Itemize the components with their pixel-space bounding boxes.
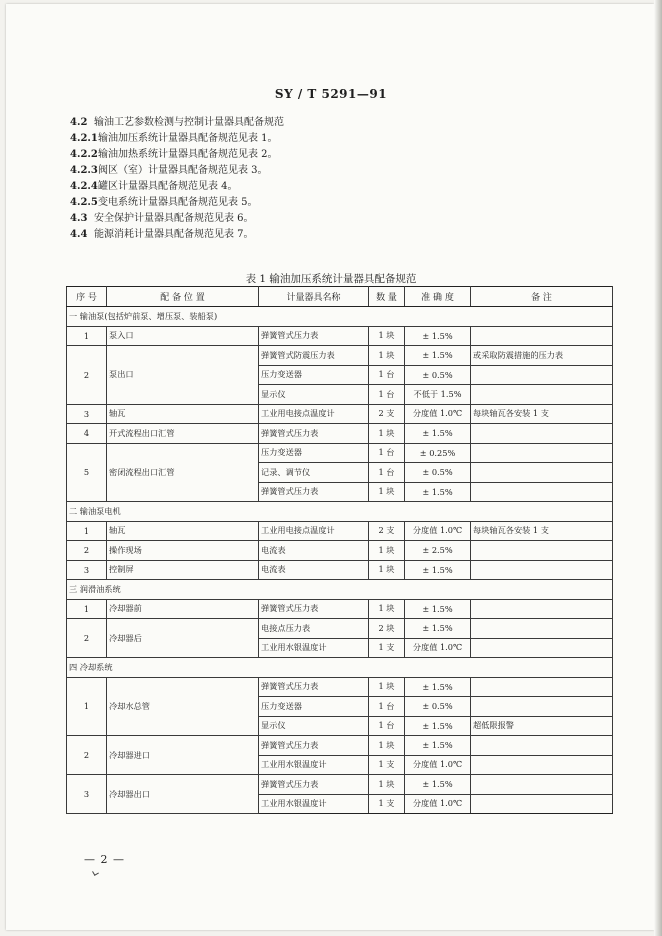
quantity-cell: 1 块 (369, 541, 405, 561)
clause-item (70, 115, 630, 131)
quantity-cell: 1 块 (369, 736, 405, 756)
instrument-cell: 弹簧管式压力表 (259, 424, 369, 444)
quantity-cell: 1 块 (369, 326, 405, 346)
accuracy-cell: ± 1.5% (405, 599, 471, 619)
accuracy-cell: ± 1.5% (405, 677, 471, 697)
instrument-cell: 弹簧管式压力表 (259, 326, 369, 346)
accuracy-cell: ± 0.5% (405, 365, 471, 385)
instrument-cell: 显示仪 (259, 385, 369, 405)
accuracy-cell: ± 1.5% (405, 716, 471, 736)
instrument-cell: 工业用电接点温度计 (259, 404, 369, 424)
instrument-cell: 电流表 (259, 560, 369, 580)
instrument-cell: 弹簧管式压力表 (259, 775, 369, 795)
section-title: 四 冷却系统 (67, 658, 613, 678)
clause-text: 变电系统计量器具配备规范见表 5。 (98, 197, 258, 208)
column-header: 计量器具名称 (259, 287, 369, 307)
quantity-cell: 1 台 (369, 443, 405, 463)
seq-cell: 1 (67, 677, 107, 736)
position-cell: 控制屏 (107, 560, 259, 580)
position-cell: 冷却器进口 (107, 736, 259, 775)
note-cell (471, 736, 613, 756)
accuracy-cell: ± 2.5% (405, 541, 471, 561)
clause-item (70, 195, 630, 211)
instrument-cell: 弹簧管式压力表 (259, 599, 369, 619)
table-row (67, 346, 613, 366)
accuracy-cell: ± 0.5% (405, 697, 471, 717)
position-cell: 操作现场 (107, 541, 259, 561)
seq-cell: 4 (67, 424, 107, 444)
position-cell: 泵入口 (107, 326, 259, 346)
note-cell (471, 599, 613, 619)
quantity-cell: 1 块 (369, 346, 405, 366)
instrument-spec-table (66, 286, 613, 814)
seq-cell: 1 (67, 599, 107, 619)
seq-cell: 1 (67, 521, 107, 541)
instrument-cell: 弹簧管式压力表 (259, 736, 369, 756)
column-header: 配 备 位 置 (107, 287, 259, 307)
table-row (67, 443, 613, 463)
position-cell: 轴瓦 (107, 521, 259, 541)
seq-cell: 5 (67, 443, 107, 502)
table-row (67, 677, 613, 697)
section-title: 三 润滑油系统 (67, 580, 613, 600)
instrument-cell: 压力变送器 (259, 697, 369, 717)
note-cell (471, 443, 613, 463)
note-cell (471, 424, 613, 444)
position-cell: 泵出口 (107, 346, 259, 405)
seq-cell: 2 (67, 619, 107, 658)
instrument-cell: 弹簧管式压力表 (259, 482, 369, 502)
accuracy-cell: ± 1.5% (405, 775, 471, 795)
note-cell: 超低限报警 (471, 716, 613, 736)
position-cell: 冷却器后 (107, 619, 259, 658)
table-row (67, 424, 613, 444)
clause-number: 4.2.2 (70, 149, 98, 160)
instrument-cell: 电流表 (259, 541, 369, 561)
table-row (67, 560, 613, 580)
position-cell: 冷却器出口 (107, 775, 259, 814)
quantity-cell: 2 支 (369, 521, 405, 541)
quantity-cell: 1 支 (369, 794, 405, 814)
quantity-cell: 1 块 (369, 482, 405, 502)
clause-text: 罐区计量器具配备规范见表 4。 (98, 181, 238, 192)
seq-cell: 2 (67, 346, 107, 405)
instrument-cell: 压力变送器 (259, 365, 369, 385)
quantity-cell: 1 块 (369, 424, 405, 444)
quantity-cell: 2 支 (369, 404, 405, 424)
quantity-cell: 1 块 (369, 560, 405, 580)
note-cell (471, 697, 613, 717)
column-header: 备 注 (471, 287, 613, 307)
column-header: 准 确 度 (405, 287, 471, 307)
quantity-cell: 1 支 (369, 755, 405, 775)
clause-item (70, 227, 630, 243)
note-cell (471, 326, 613, 346)
section-row (67, 502, 613, 522)
clause-text: 输油工艺参数检测与控制计量器具配备规范 (94, 117, 284, 128)
accuracy-cell: ± 1.5% (405, 424, 471, 444)
note-cell (471, 482, 613, 502)
position-cell: 轴瓦 (107, 404, 259, 424)
seq-cell: 2 (67, 541, 107, 561)
accuracy-cell: ± 1.5% (405, 736, 471, 756)
column-header: 序 号 (67, 287, 107, 307)
table-row (67, 599, 613, 619)
accuracy-cell: ± 1.5% (405, 560, 471, 580)
note-cell (471, 794, 613, 814)
accuracy-cell: ± 1.5% (405, 326, 471, 346)
instrument-cell: 压力变送器 (259, 443, 369, 463)
note-cell (471, 755, 613, 775)
note-cell (471, 775, 613, 795)
note-cell (471, 677, 613, 697)
position-cell: 冷却水总管 (107, 677, 259, 736)
note-cell (471, 541, 613, 561)
clause-text: 输油加热系统计量器具配备规范见表 2。 (98, 149, 278, 160)
page-number: — 2 — (84, 853, 125, 866)
section-row (67, 658, 613, 678)
accuracy-cell: ± 0.5% (405, 463, 471, 483)
quantity-cell: 1 块 (369, 599, 405, 619)
seq-cell: 1 (67, 326, 107, 346)
section-title: 二 输油泵电机 (67, 502, 613, 522)
note-cell: 或采取防震措施的压力表 (471, 346, 613, 366)
table-row (67, 619, 613, 639)
note-cell (471, 385, 613, 405)
accuracy-cell: 分度值 1.0℃ (405, 755, 471, 775)
accuracy-cell: 分度值 1.0℃ (405, 794, 471, 814)
quantity-cell: 1 支 (369, 638, 405, 658)
quantity-cell: 1 台 (369, 365, 405, 385)
clause-text: 阀区（室）计量器具配备规范见表 3。 (98, 165, 268, 176)
note-cell (471, 463, 613, 483)
clause-item (70, 131, 630, 147)
accuracy-cell: ± 1.5% (405, 619, 471, 639)
instrument-cell: 弹簧管式防震压力表 (259, 346, 369, 366)
instrument-cell: 工业用水银温度计 (259, 794, 369, 814)
page-edge-shadow (654, 0, 662, 936)
accuracy-cell: 不低于 1.5% (405, 385, 471, 405)
section-row (67, 580, 613, 600)
note-cell (471, 638, 613, 658)
clause-text: 能源消耗计量器具配备规范见表 7。 (94, 229, 254, 240)
instrument-cell: 工业用电接点温度计 (259, 521, 369, 541)
clause-item (70, 147, 630, 163)
section-title: 一 输油泵(包括炉前泵、增压泵、装船泵) (67, 307, 613, 327)
instrument-cell: 电接点压力表 (259, 619, 369, 639)
position-cell: 密闭流程出口汇管 (107, 443, 259, 502)
clause-number: 4.2.4 (70, 181, 98, 192)
column-header: 数 量 (369, 287, 405, 307)
clause-list (70, 115, 630, 243)
table-row (67, 326, 613, 346)
clause-number: 4.4 (70, 229, 88, 240)
quantity-cell: 1 台 (369, 463, 405, 483)
instrument-cell: 工业用水银温度计 (259, 755, 369, 775)
seq-cell: 3 (67, 404, 107, 424)
table-header-row (67, 287, 613, 307)
standard-header: SY / T 5291—91 (274, 87, 388, 101)
table-row (67, 541, 613, 561)
clause-number: 4.3 (70, 213, 88, 224)
note-cell: 每块轴瓦各安装 1 支 (471, 521, 613, 541)
position-cell: 冷却器前 (107, 599, 259, 619)
quantity-cell: 1 块 (369, 677, 405, 697)
seq-cell: 3 (67, 775, 107, 814)
note-cell (471, 560, 613, 580)
clause-item (70, 179, 630, 195)
accuracy-cell: ± 1.5% (405, 482, 471, 502)
table-title: 表 1 输油加压系统计量器具配备规范 (245, 273, 417, 285)
quantity-cell: 1 台 (369, 697, 405, 717)
instrument-cell: 工业用水银温度计 (259, 638, 369, 658)
position-cell: 开式流程出口汇管 (107, 424, 259, 444)
accuracy-cell: ± 0.25% (405, 443, 471, 463)
table-row (67, 736, 613, 756)
quantity-cell: 1 块 (369, 775, 405, 795)
table-row (67, 521, 613, 541)
section-row (67, 307, 613, 327)
accuracy-cell: 分度值 1.0℃ (405, 521, 471, 541)
clause-text: 输油加压系统计量器具配备规范见表 1。 (98, 133, 278, 144)
quantity-cell: 1 台 (369, 385, 405, 405)
clause-number: 4.2.3 (70, 165, 98, 176)
instrument-cell: 记录、调节仪 (259, 463, 369, 483)
table-row (67, 775, 613, 795)
accuracy-cell: ± 1.5% (405, 346, 471, 366)
seq-cell: 2 (67, 736, 107, 775)
clause-number: 4.2 (70, 117, 88, 128)
clause-number: 4.2.1 (70, 133, 98, 144)
accuracy-cell: 分度值 1.0℃ (405, 638, 471, 658)
note-cell (471, 619, 613, 639)
clause-item (70, 163, 630, 179)
instrument-cell: 显示仪 (259, 716, 369, 736)
quantity-cell: 1 台 (369, 716, 405, 736)
table-row (67, 404, 613, 424)
seq-cell: 3 (67, 560, 107, 580)
note-cell (471, 365, 613, 385)
clause-item (70, 211, 630, 227)
clause-number: 4.2.5 (70, 197, 98, 208)
clause-text: 安全保护计量器具配备规范见表 6。 (94, 213, 254, 224)
quantity-cell: 2 块 (369, 619, 405, 639)
instrument-cell: 弹簧管式压力表 (259, 677, 369, 697)
accuracy-cell: 分度值 1.0℃ (405, 404, 471, 424)
note-cell: 每块轴瓦各安装 1 支 (471, 404, 613, 424)
